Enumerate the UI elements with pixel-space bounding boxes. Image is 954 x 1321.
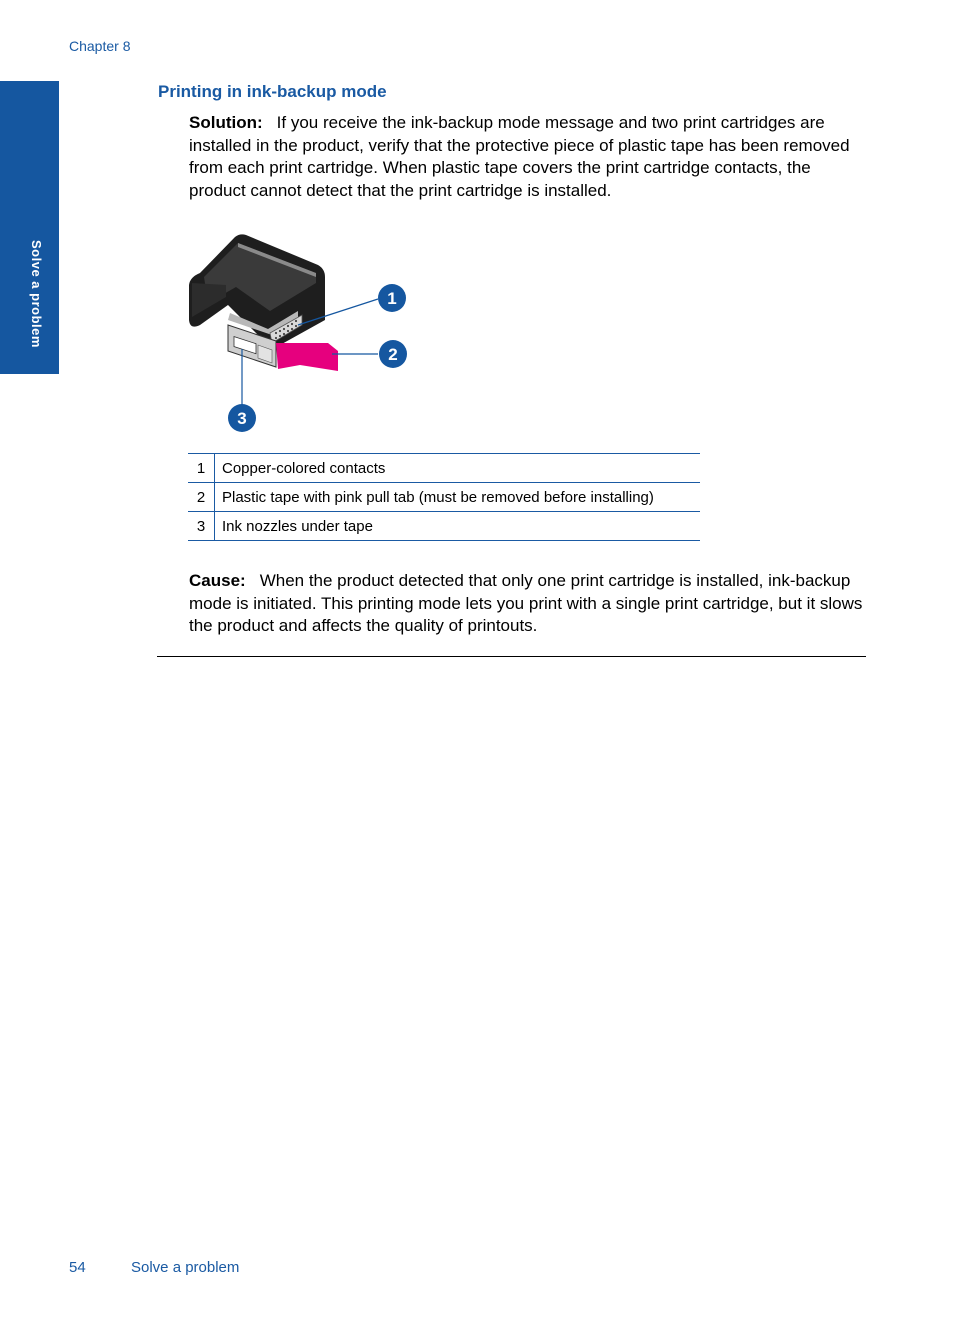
table-row [188,483,700,512]
section-heading: Printing in ink-backup mode [158,82,387,101]
legend-description: Plastic tape with pink pull tab (must be removed before installing) [215,483,701,512]
cause-text: When the product detected that only one print cartridge is installed, ink-backup mode is initiated. This printing mode lets you print with a single print cartridge, but it slows the product and affects the quality of printouts. [189,571,863,635]
legend-number: 2 [188,483,215,512]
callout-3 [228,404,256,432]
solution-label: Solution: [189,113,263,132]
legend-description: Copper-colored contacts [215,454,701,483]
print-cartridge-illustration [180,225,420,440]
callout-1-label: 1 [387,289,397,308]
section-divider [157,656,866,657]
cause-label: Cause: [189,571,246,590]
callout-2 [379,340,407,368]
legend-number: 3 [188,512,215,541]
callout-1 [378,284,406,312]
legend-description: Ink nozzles under tape [215,512,701,541]
table-row [188,454,700,483]
chapter-label: Chapter 8 [69,38,131,54]
legend-table [188,453,700,541]
callout-3-label: 3 [237,409,247,428]
cause-paragraph [189,570,869,638]
pink-pull-tab [276,343,338,371]
table-row [188,512,700,541]
footer-title: Solve a problem [131,1259,240,1276]
page-number: 54 [69,1259,86,1276]
legend-number: 1 [188,454,215,483]
solution-paragraph [189,112,869,202]
side-tab-label: Solve a problem [29,240,44,348]
callout-2-label: 2 [388,345,398,364]
solution-text: If you receive the ink-backup mode message and two print cartridges are installed in the product, verify that the protective piece of plastic tape has been removed from each print cartridge. When plastic tape covers the print cartridge contacts, the product cannot detect that the print cartridge is installed. [189,113,850,200]
